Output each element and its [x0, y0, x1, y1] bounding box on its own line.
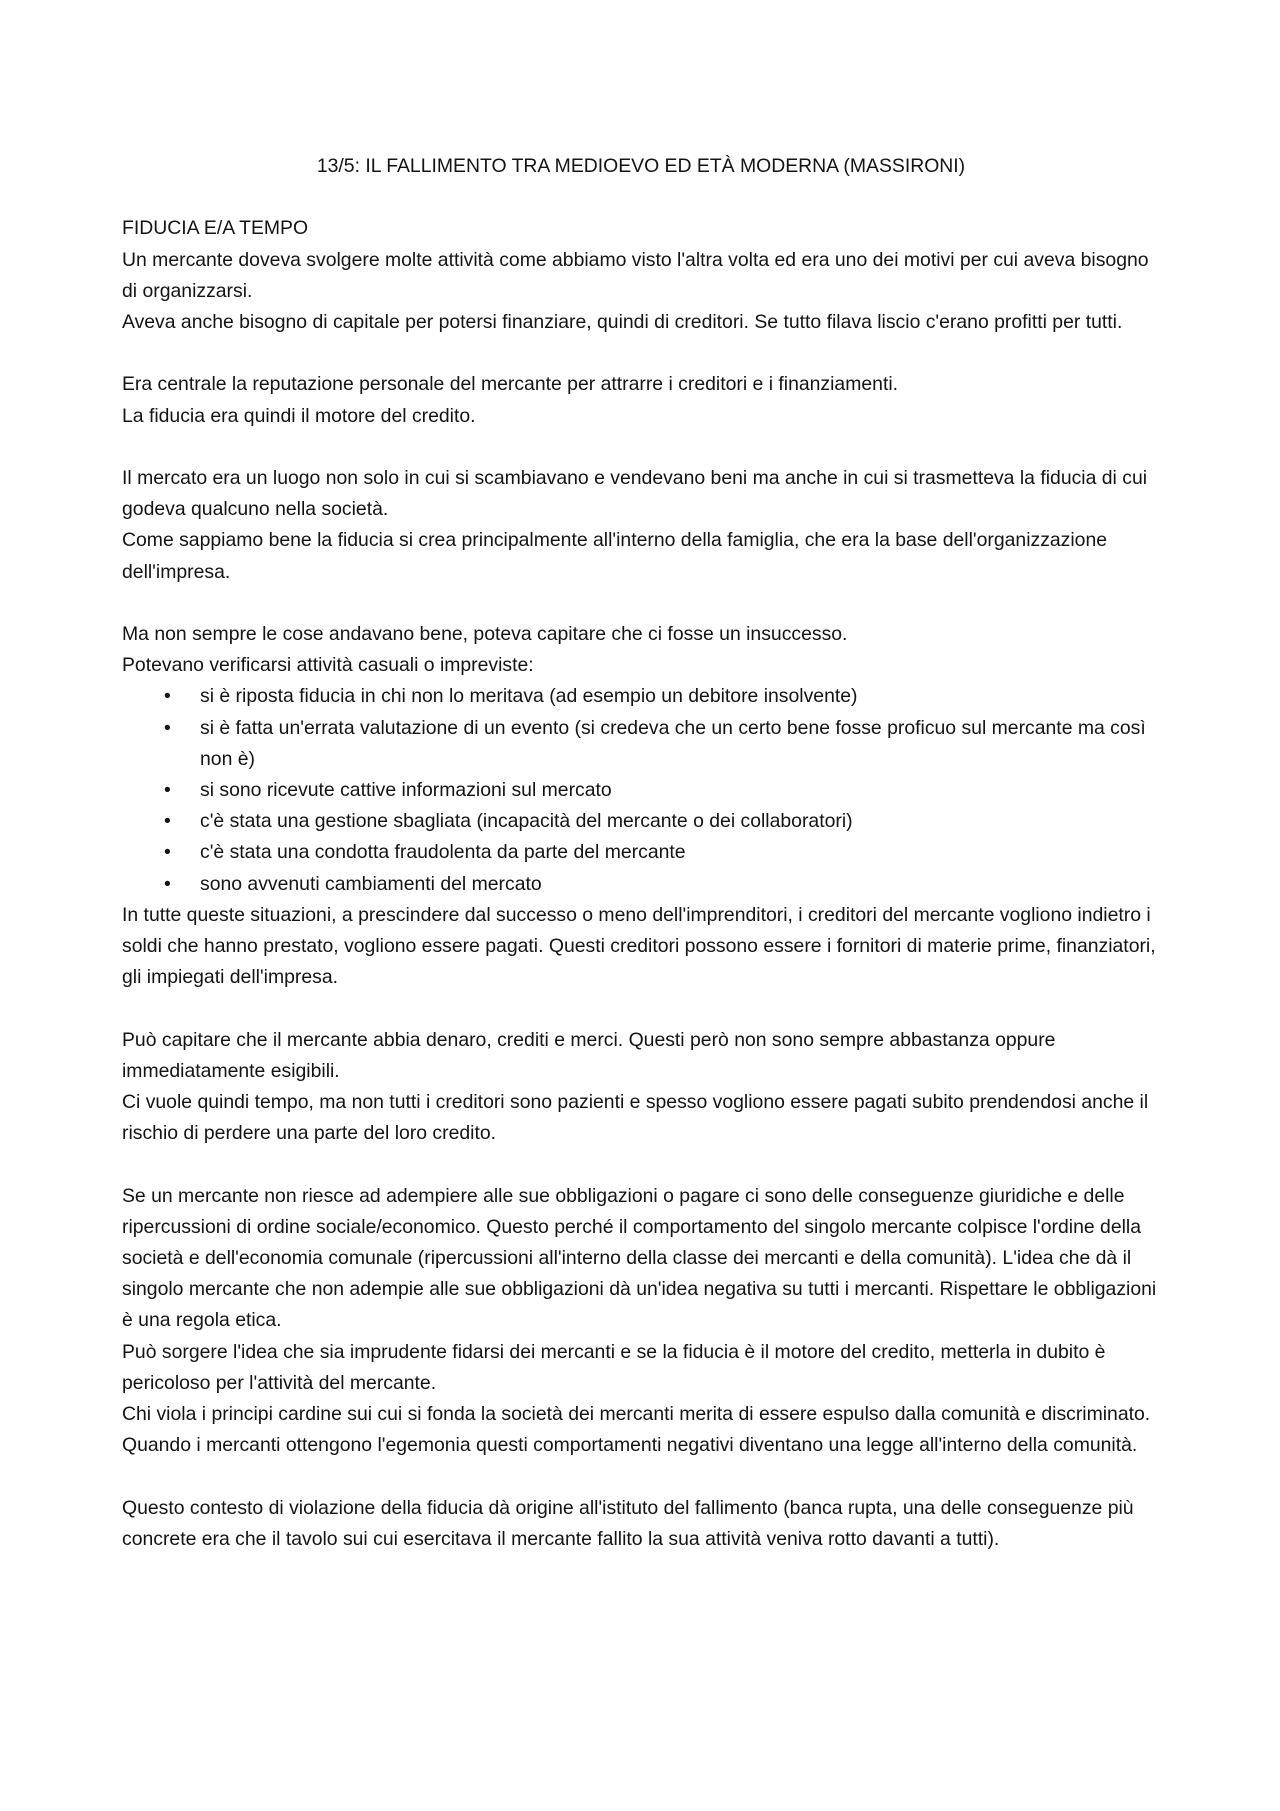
- blank-line: [122, 338, 1160, 369]
- bullet-item: • si sono ricevute cattive informazioni sul mercato: [200, 775, 1160, 806]
- paragraph: Potevano verificarsi attività casuali o impreviste:: [122, 654, 534, 677]
- paragraph: Aveva anche bisogno di capitale per potersi finanziare, quindi di creditori. Se tutto filava liscio c'erano profitti per tutti.: [122, 311, 1123, 333]
- paragraph: Ci vuole quindi tempo, ma non tutti i creditori sono pazienti e spesso vogliono essere pagati subito prendendosi anche il rischio di perdere una parte del loro credito.: [122, 1091, 1149, 1145]
- paragraph: Era centrale la reputazione personale del mercante per attrarre i creditori e i finanziamenti.: [122, 373, 899, 396]
- bullet-item: • sono avvenuti cambiamenti del mercato: [200, 869, 1160, 900]
- paragraph: Se un mercante non riesce ad adempiere alle sue obbligazioni o pagare ci sono delle conseguenze giuridiche e delle ripercussioni di ordine sociale/economico. Questo perché il comportamento del singolo mercante colpisce l'ordine della società e dell'economia comunale (ripercussioni all'interno della classe dei mercanti e della comunità). L'idea che dà il singolo mercante che non adempie alle sue obbligazioni dà un'idea negativa su tutti i mercanti. Rispettare le obbligazioni è una regola etica.: [122, 1184, 1157, 1332]
- paragraph: Il mercato era un luogo non solo in cui si scambiavano e vendevano beni ma anche in cui si trasmetteva la fiducia di cui godeva qualcuno nella società.: [122, 466, 1148, 521]
- blank-line: [122, 993, 1160, 1024]
- paragraph: Chi viola i principi cardine sui cui si fonda la società dei mercanti merita di essere espulso dalla comunità e discriminato.: [122, 1403, 1151, 1426]
- paragraph: Può capitare che il mercante abbia denaro, crediti e merci. Questi però non sono sempre abbastanza oppure immediatamente esigibili.: [122, 1028, 1056, 1082]
- section-heading: FIDUCIA E/A TEMPO: [122, 217, 309, 240]
- paragraph: Ma non sempre le cose andavano bene, poteva capitare che ci fosse un insuccesso.: [122, 622, 848, 645]
- bullet-item: • si è fatta un'errata valutazione di un evento (si credeva che un certo bene fosse proficuo sul mercante ma così non è): [200, 713, 1160, 775]
- document-title: 13/5: IL FALLIMENTO TRA MEDIOEVO ED ETÀ MODERNA (MASSIRONI): [316, 155, 966, 177]
- paragraph: In tutte queste situazioni, a prescindere dal successo o meno dell'imprenditori, i creditori del mercante vogliono indietro i soldi che hanno prestato, vogliono essere pagati. Questi creditori possono essere i fornitori di materie prime, finanziatori, gli impiegati dell'impresa.: [122, 903, 1156, 989]
- paragraph: Può sorgere l'idea che sia imprudente fidarsi dei mercanti e se la fiducia è il motore del credito, metterla in dubito è pericoloso per l'attività del mercante.: [122, 1340, 1106, 1394]
- paragraph: Quando i mercanti ottengono l'egemonia questi comportamenti negativi diventano una legge all'interno della comunità.: [122, 1434, 1138, 1457]
- blank-line: [122, 1461, 1160, 1492]
- paragraph: Come sappiamo bene la fiducia si crea principalmente all'interno della famiglia, che era la base dell'organizzazione dell'impresa.: [122, 529, 1108, 583]
- blank-line: [122, 588, 1160, 619]
- blank-line: [122, 432, 1160, 463]
- bullet-list: [122, 681, 1160, 899]
- paragraph: Un mercante doveva svolgere molte attività come abbiamo visto l'altra volta ed era uno dei motivi per cui aveva bisogno di organizzarsi.: [122, 248, 1149, 302]
- bullet-item: • si è riposta fiducia in chi non lo meritava (ad esempio un debitore insolvente): [200, 681, 1160, 712]
- bullet-item: • c'è stata una gestione sbagliata (incapacità del mercante o dei collaboratori): [200, 806, 1160, 837]
- paragraph: La fiducia era quindi il motore del credito.: [122, 404, 476, 427]
- paragraph: Questo contesto di violazione della fiducia dà origine all'istituto del fallimento (banca rupta, una delle conseguenze più concrete era che il tavolo sui cui esercitava il mercante fallito la sua attività veniva rotto davanti a tutti).: [122, 1496, 1134, 1550]
- bullet-item: • c'è stata una condotta fraudolenta da parte del mercante: [200, 837, 1160, 868]
- blank-line: [122, 1149, 1160, 1180]
